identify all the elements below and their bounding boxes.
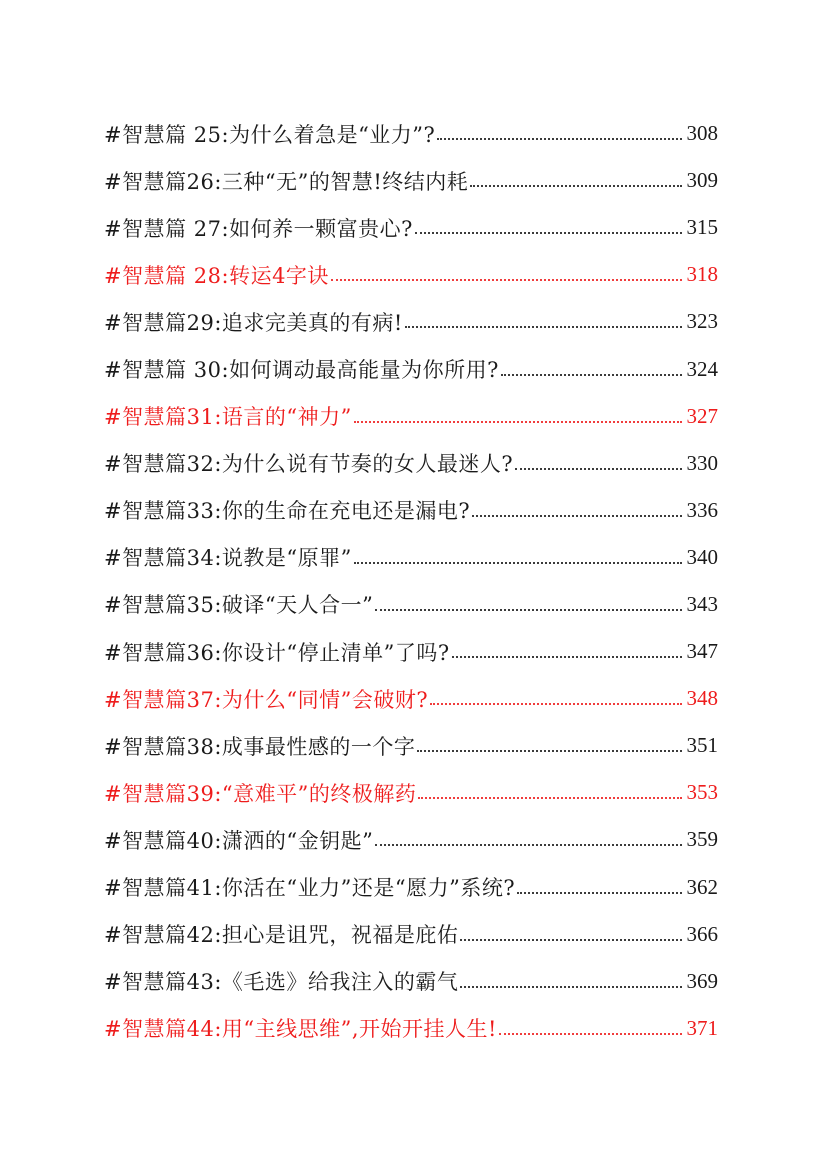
toc-entry-title: #智慧篇32:为什么说有节奏的女人最迷人?: [104, 452, 514, 477]
dot-leader: [415, 217, 682, 238]
toc-entry-page: 359: [686, 827, 718, 852]
toc-entry-title: #智慧篇26:三种“无”的智慧!终结内耗: [104, 169, 469, 194]
toc-entry-page: 308: [686, 121, 718, 146]
dot-leader: [405, 311, 682, 332]
dot-leader: [499, 1018, 682, 1039]
toc-entry-title: #智慧篇34:说教是“原罪”: [104, 546, 352, 571]
dot-leader: [470, 170, 682, 191]
toc-entry-page: 318: [686, 262, 718, 287]
dot-leader: [418, 782, 682, 803]
toc-entry-title: #智慧篇31:语言的“神力”: [104, 405, 352, 430]
toc-entry-page: 343: [686, 591, 718, 616]
toc-entry-title: #智慧篇29:追求完美真的有病!: [104, 310, 403, 335]
toc-entry-title: #智慧篇41:你活在“业力”还是“愿力”系统?: [104, 876, 516, 901]
toc-entry-title: #智慧篇42:担心是诅咒，祝福是庇佑: [104, 923, 459, 948]
dot-leader: [517, 877, 682, 898]
dot-leader: [354, 406, 682, 427]
toc-entry-page: 315: [686, 215, 718, 240]
toc-entry-title: #智慧篇 30:如何调动最高能量为你所用?: [104, 358, 499, 383]
dot-leader: [501, 359, 682, 380]
dot-leader: [515, 453, 682, 474]
toc-entry[interactable]: [104, 440, 718, 487]
dot-leader: [331, 264, 682, 285]
toc-entry[interactable]: [104, 110, 718, 157]
toc-entry-page: 366: [686, 921, 718, 946]
toc-entry[interactable]: [104, 393, 718, 440]
dot-leader: [472, 500, 682, 521]
toc-entry[interactable]: [104, 628, 718, 675]
toc-entry[interactable]: [104, 958, 718, 1005]
table-of-contents: [104, 110, 718, 1052]
toc-entry-title: #智慧篇 25:为什么着急是“业力”?: [104, 122, 436, 147]
toc-entry[interactable]: [104, 911, 718, 958]
toc-entry-page: 348: [686, 686, 718, 711]
toc-entry-title: #智慧篇36:你设计“停止清单”了吗?: [104, 640, 450, 665]
toc-entry-page: 323: [686, 309, 718, 334]
toc-entry-page: 369: [686, 968, 718, 993]
toc-entry[interactable]: [104, 581, 718, 628]
toc-entry-title: #智慧篇39:“意难平”的终极解药: [104, 781, 417, 806]
dot-leader: [354, 547, 682, 568]
dot-leader: [375, 594, 682, 615]
toc-entry-title: #智慧篇37:为什么“同情”会破财?: [104, 687, 429, 712]
toc-entry-title: #智慧篇33:你的生命在充电还是漏电?: [104, 499, 471, 524]
toc-entry-title: #智慧篇40:潇洒的“金钥匙”: [104, 828, 374, 853]
toc-entry-title: #智慧篇 28:转运4字诀: [104, 263, 329, 288]
toc-entry-page: 340: [686, 544, 718, 569]
toc-entry-page: 353: [686, 780, 718, 805]
toc-entry[interactable]: [104, 204, 718, 251]
toc-entry-page: 330: [686, 450, 718, 475]
toc-entry-page: 309: [686, 168, 718, 193]
toc-entry-page: 347: [686, 639, 718, 664]
toc-entry-title: #智慧篇43:《毛选》给我注入的霸气: [104, 970, 459, 995]
toc-entry-page: 362: [686, 874, 718, 899]
dot-leader: [417, 735, 682, 756]
dot-leader: [430, 688, 682, 709]
toc-entry-title: #智慧篇35:破译“天人合一”: [104, 593, 374, 618]
toc-entry[interactable]: [104, 487, 718, 534]
toc-entry-page: 351: [686, 733, 718, 758]
toc-entry[interactable]: [104, 722, 718, 769]
toc-entry[interactable]: [104, 345, 718, 392]
toc-entry[interactable]: [104, 816, 718, 863]
toc-entry[interactable]: [104, 675, 718, 722]
toc-entry-title: #智慧篇 27:如何养一颗富贵心?: [104, 216, 413, 241]
dot-leader: [460, 971, 682, 992]
toc-entry-page: 371: [686, 1015, 718, 1040]
dot-leader: [452, 641, 682, 662]
dot-leader: [437, 123, 682, 144]
toc-entry-page: 327: [686, 403, 718, 428]
toc-entry-title: #智慧篇44:用“主线思维”,开始开挂人生!: [104, 1017, 497, 1042]
toc-entry[interactable]: [104, 769, 718, 816]
toc-entry-title: #智慧篇38:成事最性感的一个字: [104, 734, 416, 759]
toc-entry[interactable]: [104, 864, 718, 911]
toc-entry[interactable]: [104, 1005, 718, 1052]
dot-leader: [460, 924, 682, 945]
toc-entry[interactable]: [104, 251, 718, 298]
toc-entry[interactable]: [104, 534, 718, 581]
toc-entry-page: 324: [686, 356, 718, 381]
toc-entry[interactable]: [104, 298, 718, 345]
toc-entry-page: 336: [686, 497, 718, 522]
dot-leader: [375, 829, 682, 850]
toc-entry[interactable]: [104, 157, 718, 204]
